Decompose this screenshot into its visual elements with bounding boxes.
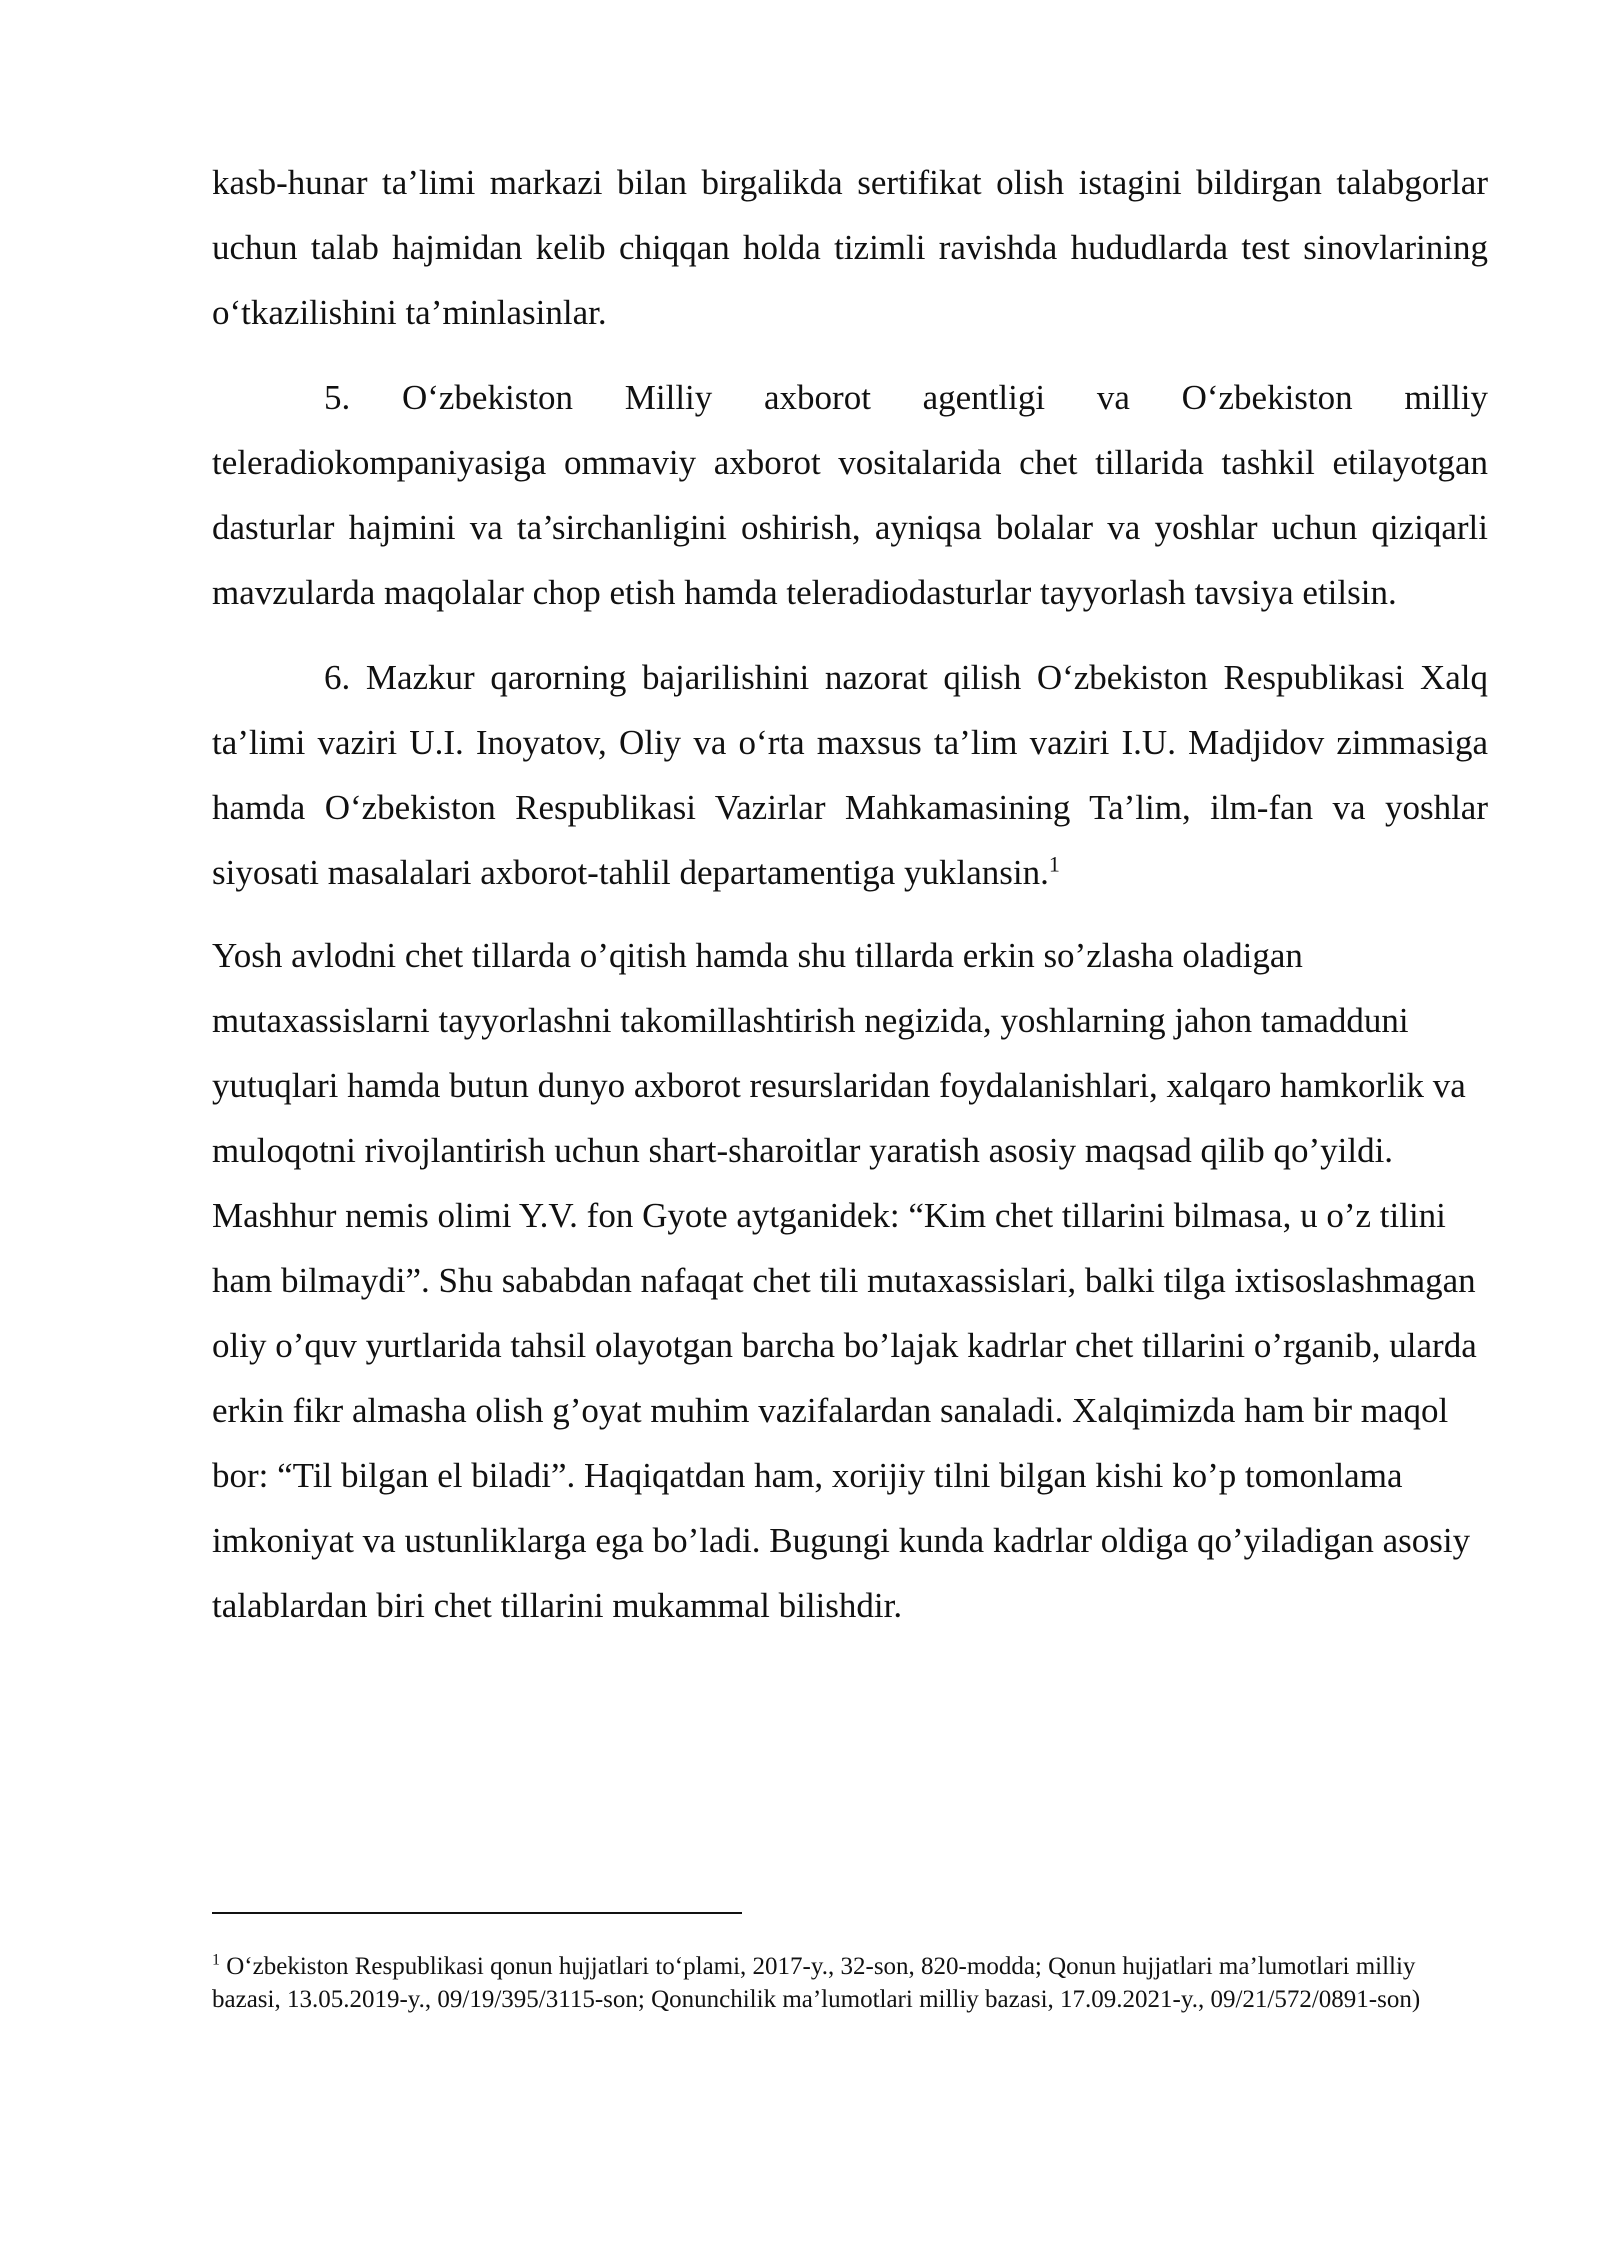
footnote-reference[interactable]: 1 bbox=[1048, 851, 1060, 877]
paragraph-text: kasb-hunar ta’limi markazi bilan birgalikda sertifikat olish istagini bildirgan talabgorlar uchun talab hajmidan kelib chiqqan holda tizimli ravishda hududlarda test sinovlarining o‘tkazilishini ta’minlasinlar. bbox=[212, 163, 1488, 332]
footnote-text: O‘zbekiston Respublikasi qonun hujjatlari to‘plami, 2017-y., 32-son, 820-modda; Qonun hujjatlari ma’lumotlari milliy bazasi, 13.05.2019-y., 09/19/395/3115-son; Qonunchilik ma’lumotlari milliy bazasi, 17.09.2021-y., 09/21/572/0891-son) bbox=[212, 1953, 1421, 2013]
footnote bbox=[212, 1950, 1488, 2016]
paragraph-item-6 bbox=[212, 645, 1488, 905]
footnote-marker: 1 bbox=[212, 1951, 220, 1969]
paragraph-item-5 bbox=[212, 365, 1488, 625]
paragraph-commentary bbox=[212, 923, 1488, 1638]
footnote-separator bbox=[212, 1912, 742, 1914]
document-body bbox=[212, 150, 1488, 1658]
paragraph-text: 5. O‘zbekiston Milliy axborot agentligi va O‘zbekiston milliy teleradiokompaniyasiga ommaviy axborot vositalarida chet tillarida tashkil etilayotgan dasturlar hajmini va ta’sirchanligini oshirish, ayniqsa bolalar va yoshlar uchun qiziqarli mavzularda maqolalar chop etish hamda teleradiodasturlar tayyorlash tavsiya etilsin. bbox=[212, 378, 1488, 612]
paragraph-continuation bbox=[212, 150, 1488, 345]
paragraph-text: 6. Mazkur qarorning bajarilishini nazorat qilish O‘zbekiston Respublikasi Xalq ta’limi vaziri U.I. Inoyatov, Oliy va o‘rta maxsus ta’lim vaziri I.U. Madjidov zimmasiga hamda O‘zbekiston Respublikasi Vazirlar Mahkamasining Ta’lim, ilm-fan va yoshlar siyosati masalalari axborot-tahlil departamentiga yuklansin. bbox=[212, 658, 1488, 892]
paragraph-text: Yosh avlodni chet tillarda o’qitish hamda shu tillarda erkin so’zlasha oladigan mutaxassislarni tayyorlashni takomillashtirish negizida, yoshlarning jahon tamadduni yutuqlari hamda butun dunyo axborot resurslaridan foydalanishlari, xalqaro hamkorlik va muloqotni rivojlantirish uchun shart-sharoitlar yaratish asosiy maqsad qilib qo’yildi. Mashhur nemis olimi Y.V. fon Gyote aytganidek: “Kim chet tillarini bilmasa, u o’z tilini ham bilmaydi”. Shu sababdan nafaqat chet tili mutaxassislari, balki tilga ixtisoslashmagan oliy o’quv yurtlarida tahsil olayotgan barcha bo’lajak kadrlar chet tillarini o’rganib, ularda erkin fikr almasha olish g’oyat muhim vazifalardan sanaladi. Xalqimizda ham bir maqol bor: “Til bilgan el biladi”. Haqiqatdan ham, xorijiy tilni bilgan kishi ko’p tomonlama imkoniyat va ustunliklarga ega bo’ladi. Bugungi kunda kadrlar oldiga qo’yiladigan asosiy talablardan biri chet tillarini mukammal bilishdir. bbox=[212, 936, 1477, 1625]
